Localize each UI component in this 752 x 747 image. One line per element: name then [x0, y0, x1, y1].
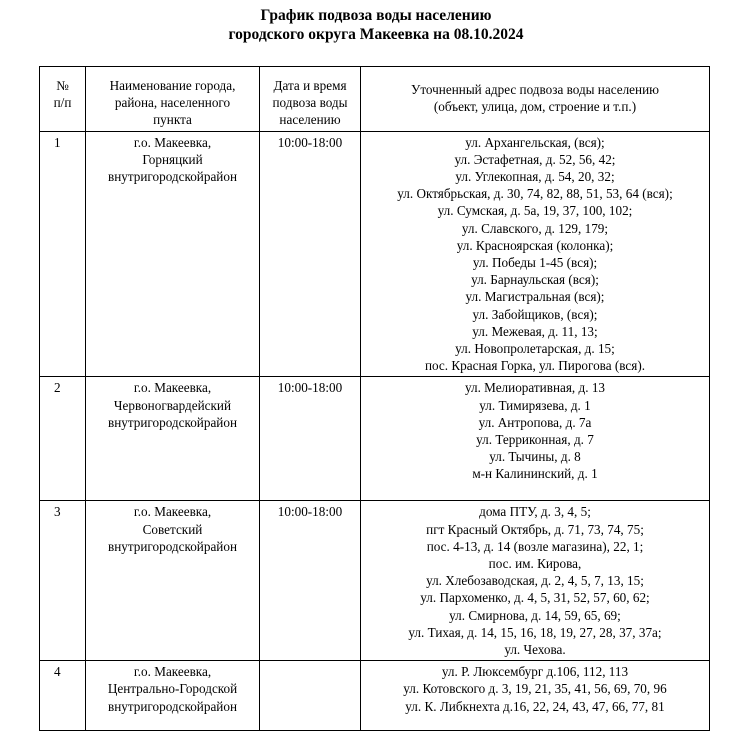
address-line: пгт Красный Октябрь, д. 71, 73, 74, 75;	[426, 521, 644, 537]
address-line: ул. Победы 1-45 (вся);	[472, 255, 598, 271]
address-line: ул. Октябрьская, д. 30, 74, 82, 88, 51, 53, 64 (вся);	[397, 186, 673, 202]
address-line: ул. Забойщиков, (вся);	[472, 306, 598, 322]
table-row	[40, 501, 710, 661]
address-line: ул. Магистральная (вся);	[465, 289, 605, 305]
delivery-time: 10:00-18:00	[260, 131, 361, 377]
address-line: ул. Тихая, д. 14, 15, 16, 18, 19, 27, 28, 37, 37а;	[408, 624, 662, 640]
title-line-2: городского округа Макеевка на 08.10.2024	[228, 26, 524, 43]
address-line: ул. Архангельская, (вся);	[465, 134, 605, 150]
row-number: 1	[40, 131, 86, 377]
address-line: ул. Чехова.	[504, 642, 566, 658]
header-name: Наименование города, района, населенного пункта	[86, 67, 260, 132]
address-line: ул. Смирнова, д. 14, 59, 65, 69;	[449, 607, 621, 623]
address-line: м-н Калининский, д. 1	[472, 466, 598, 482]
address-line: ул. Котовского д. 3, 19, 21, 35, 41, 56, 69, 70, 96	[403, 681, 667, 697]
address-line: ул. Сумская, д. 5а, 19, 37, 100, 102;	[437, 203, 633, 219]
table-row	[40, 131, 710, 377]
district-name-line: Центрально-Городской	[107, 681, 238, 697]
address-line: ул. Хлебозаводская, д. 2, 4, 5, 7, 13, 15;	[426, 573, 644, 589]
row-number: 3	[40, 501, 86, 661]
district-name-line: Червоногвардейский	[113, 397, 232, 413]
water-delivery-table	[39, 66, 710, 731]
district-name-line: г.о. Макеевка,	[133, 134, 212, 150]
district-name	[86, 131, 260, 377]
address-line: ул. Терриконная, д. 7	[476, 432, 594, 448]
address-line: ул. Славского, д. 129, 179;	[461, 220, 609, 236]
delivery-time	[260, 661, 361, 731]
address-list	[361, 377, 710, 501]
table-row	[40, 377, 710, 501]
address-line: ул. Тычины, д. 8	[489, 449, 581, 465]
district-name	[86, 661, 260, 731]
row-number: 4	[40, 661, 86, 731]
district-name-line: внутригородскойрайон	[107, 414, 238, 430]
address-line: ул. Барнаульская (вся);	[471, 272, 599, 288]
address-line: ул. Мелиоративная, д. 13	[464, 380, 606, 396]
row-number: 2	[40, 377, 86, 501]
address-line: ул. Межевая, д. 11, 13;	[472, 323, 598, 339]
address-line: ул. Антропова, д. 7а	[478, 414, 592, 430]
address-line: ул. Новопролетарская, д. 15;	[455, 341, 615, 357]
district-name-line: внутригородскойрайон	[107, 169, 238, 185]
address-line: ул. Красноярская (колонка);	[456, 237, 614, 253]
district-name-line: г.о. Макеевка,	[133, 504, 212, 520]
district-name-line: внутригородскойрайон	[107, 538, 238, 554]
address-line: ул. Тимирязева, д. 1	[479, 397, 591, 413]
district-name-line: г.о. Макеевка,	[133, 664, 212, 680]
title-line-1: График подвоза воды населению	[260, 7, 492, 24]
header-address: Уточненный адрес подвоза воды населению (объект, улица, дом, строение и т.п.)	[361, 67, 710, 132]
header-num: № п/п	[40, 67, 86, 132]
delivery-time: 10:00-18:00	[260, 501, 361, 661]
district-name	[86, 377, 260, 501]
table-header-row	[40, 67, 710, 132]
header-datetime: Дата и время подвоза воды населению	[260, 67, 361, 132]
district-name-line: г.о. Макеевка,	[133, 380, 212, 396]
address-list	[361, 501, 710, 661]
district-name-line: Советский	[142, 521, 203, 537]
address-line: пос. им. Кирова,	[488, 556, 582, 572]
address-line: пос. Красная Горка, ул. Пирогова (вся).	[424, 358, 646, 374]
delivery-time: 10:00-18:00	[260, 377, 361, 501]
address-line: ул. Пархоменко, д. 4, 5, 31, 52, 57, 60, 62;	[420, 590, 650, 606]
address-line: ул. Углекопная, д. 54, 20, 32;	[455, 169, 615, 185]
address-line: ул. Эстафетная, д. 52, 56, 42;	[454, 151, 616, 167]
address-line: ул. К. Либкнехта д.16, 22, 24, 43, 47, 66, 77, 81	[405, 698, 665, 714]
district-name-line: внутригородскойрайон	[107, 698, 238, 714]
address-list	[361, 661, 710, 731]
district-name-line: Горняцкий	[142, 151, 203, 167]
address-line: ул. Р. Люксембург д.106, 112, 113	[441, 664, 629, 680]
district-name	[86, 501, 260, 661]
address-list	[361, 131, 710, 377]
address-line: дома ПТУ, д. 3, 4, 5;	[479, 504, 591, 520]
document-title	[0, 6, 752, 44]
table-row	[40, 661, 710, 731]
address-line: пос. 4-13, д. 14 (возле магазина), 22, 1;	[426, 538, 644, 554]
